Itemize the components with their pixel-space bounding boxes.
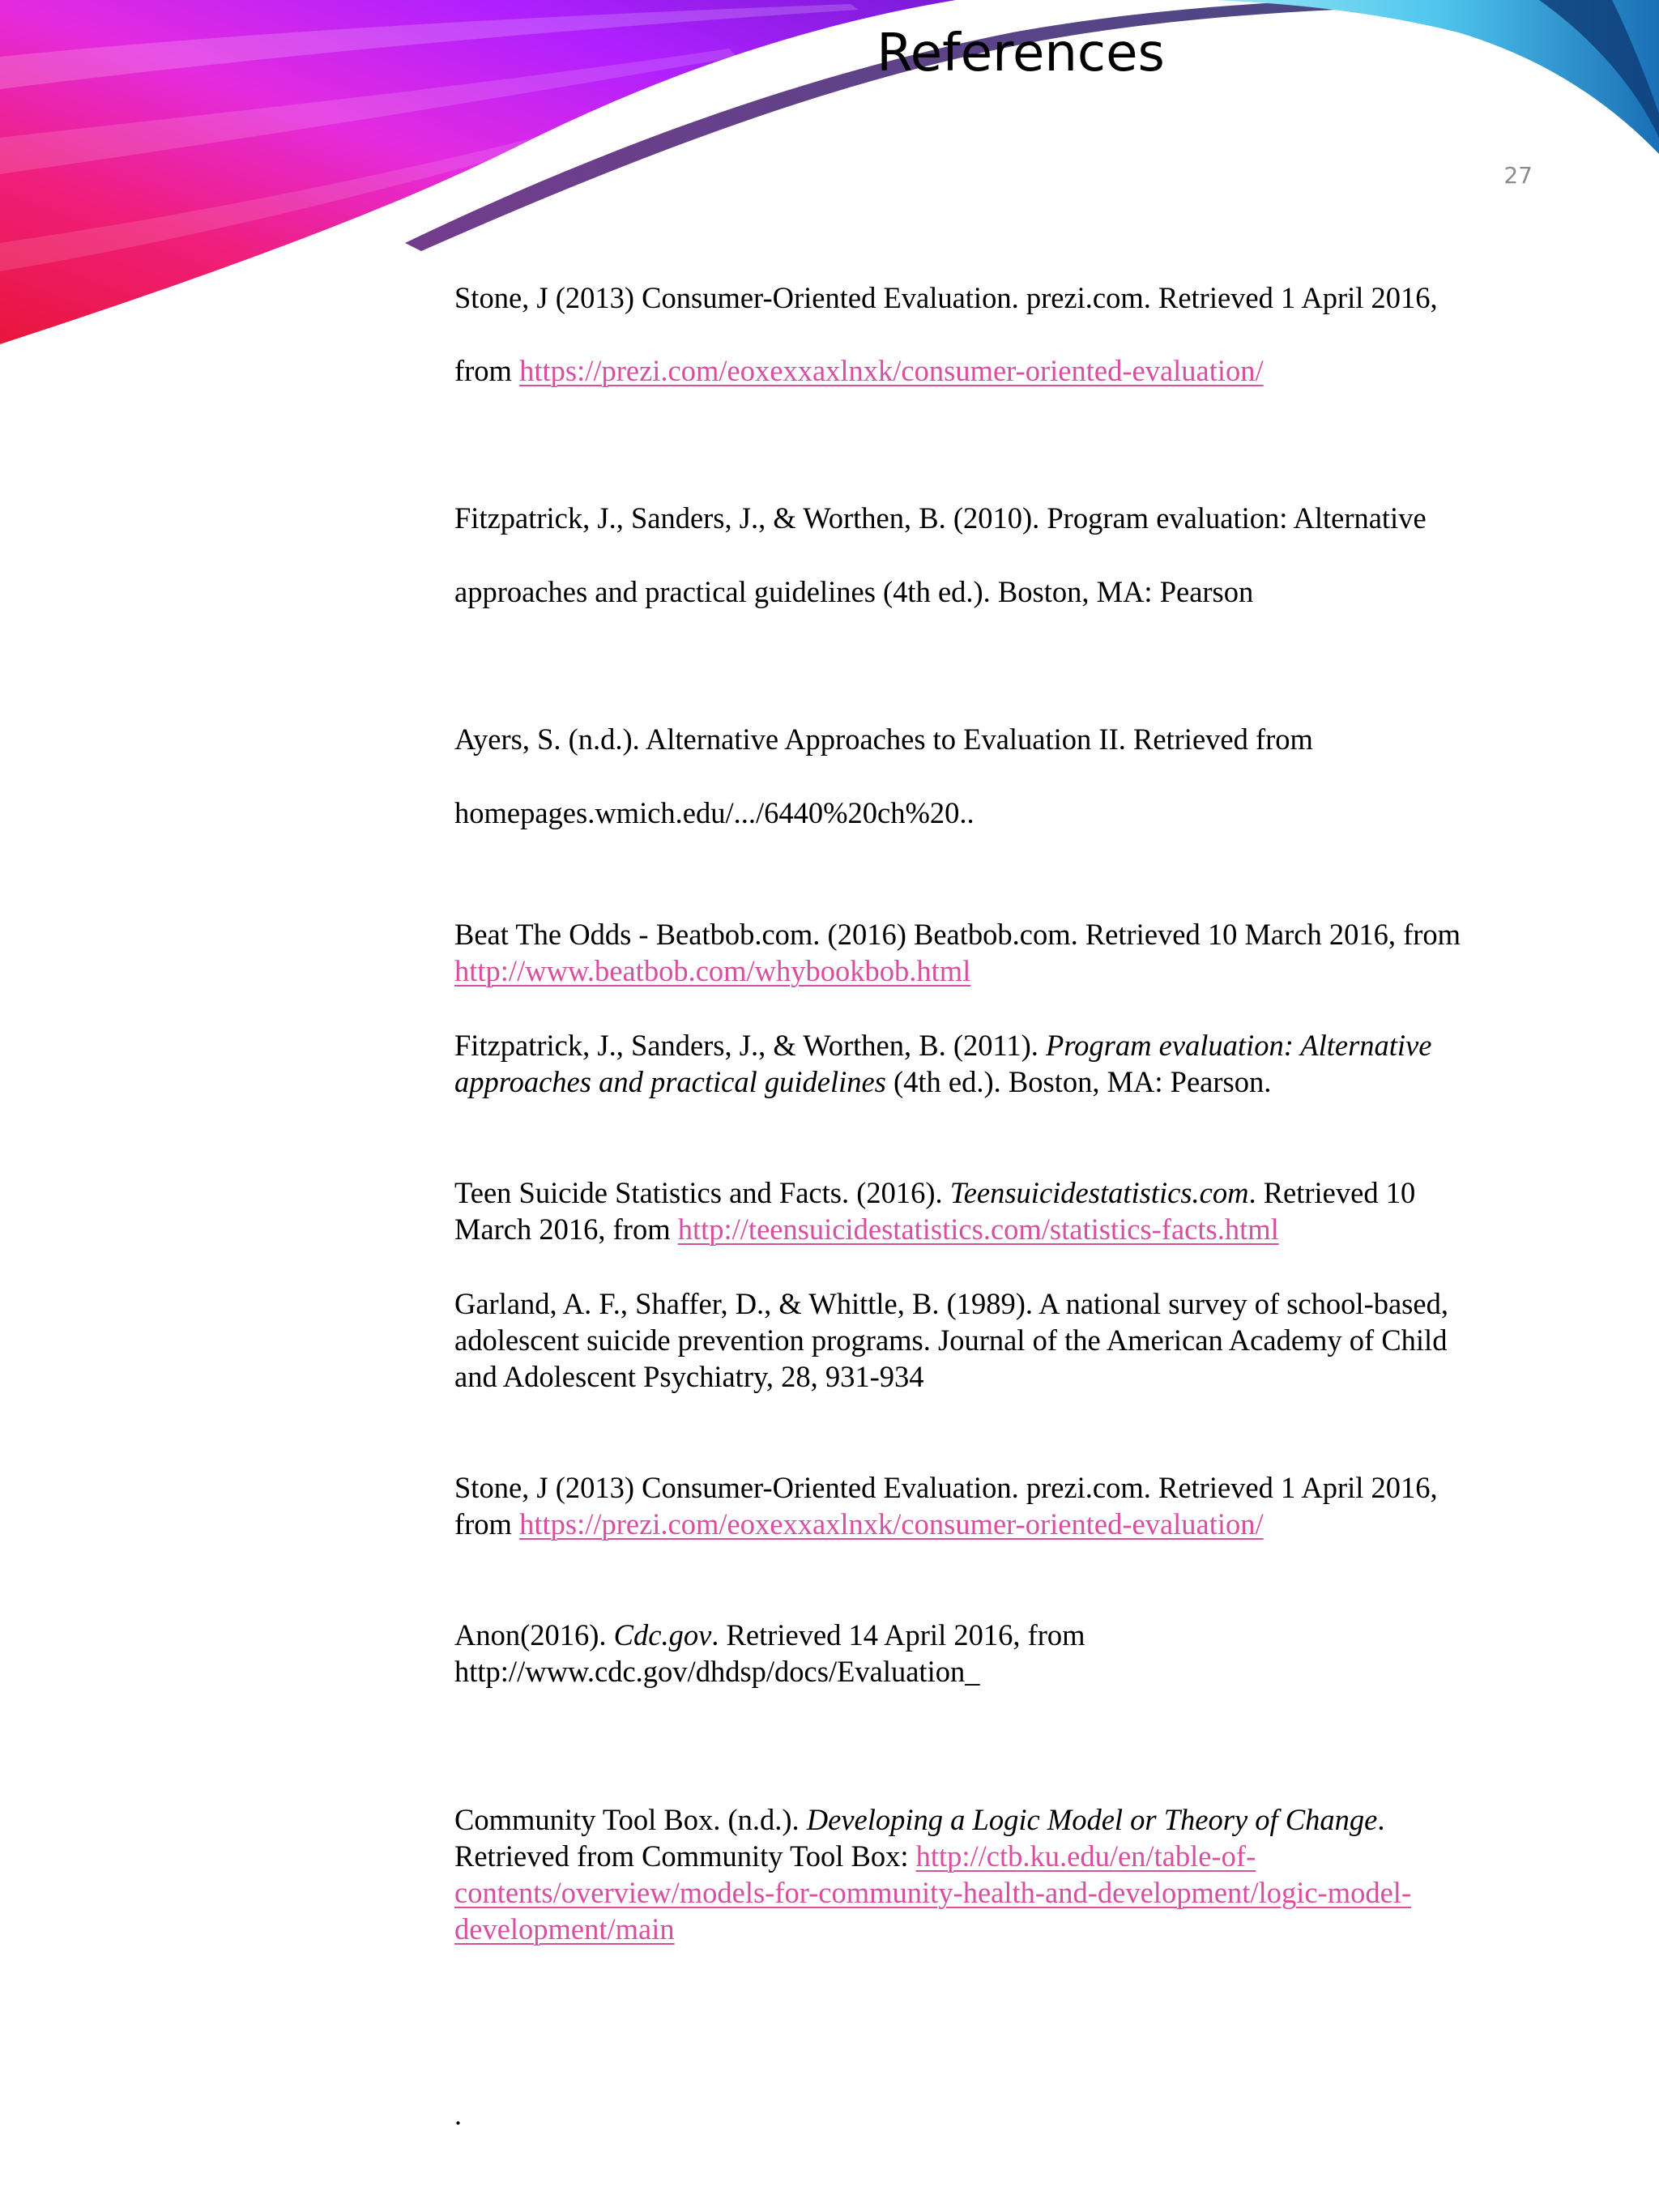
reference-1-link[interactable]: https://prezi.com/eoxexxaxlnxk/consumer-oriented-evaluation/ [519,354,1264,387]
reference-6-retrieved: . Retrieved 10 [1248,1176,1416,1209]
reference-4-line-2 [454,953,1589,989]
reference-6-line-2 [454,1211,1589,1247]
reference-6-title: Teen Suicide Statistics and Facts. (2016). [454,1176,950,1209]
reference-5-line-1 [454,1027,1589,1063]
reference-9-site: Cdc.gov [613,1618,712,1652]
reference-1-line-2 [454,352,1589,389]
reference-3-line-2: homepages.wmich.edu/.../6440%20ch%20.. [454,796,975,829]
reference-10-period: . [1377,1803,1385,1836]
reference-10-title: Developing a Logic Model or Theory of Change [806,1803,1378,1836]
reference-7-line-3: and Adolescent Psychiatry, 28, 931-934 [454,1360,924,1393]
reference-8-line-2 [454,1506,1589,1542]
reference-6-line-1 [454,1174,1589,1211]
reference-8-link[interactable]: https://prezi.com/eoxexxaxlnxk/consumer-oriented-evaluation/ [519,1507,1264,1541]
reference-2-line-1: Fitzpatrick, J., Sanders, J., & Worthen, B. (2010). Program evaluation: Alternative [454,501,1427,535]
reference-10-link-part-1[interactable]: http://ctb.ku.edu/en/table-of- [915,1839,1256,1873]
reference-10-retrieved: Retrieved from Community Tool Box: [454,1839,916,1873]
reference-5-title-part-2: approaches and practical guidelines [454,1065,886,1098]
reference-4-link[interactable]: http://www.beatbob.com/whybookbob.html [454,954,971,987]
trailing-period: . [454,2099,462,2131]
reference-4-line-1: Beat The Odds - Beatbob.com. (2016) Beatbob.com. Retrieved 10 March 2016, from [454,918,1461,951]
reference-9-line-1 [454,1617,1589,1653]
reference-10-line-1 [454,1801,1589,1838]
reference-5-publisher: (4th ed.). Boston, MA: Pearson. [885,1065,1272,1098]
reference-2-line-2: approaches and practical guidelines (4th ed.). Boston, MA: Pearson [454,575,1254,608]
reference-5-authors: Fitzpatrick, J., Sanders, J., & Worthen, B. (2011). [454,1029,1047,1062]
reference-10-link-part-2[interactable]: contents/overview/models-for-community-health-and-development/logic-model- [454,1876,1412,1909]
reference-6-date: March 2016, from [454,1213,678,1246]
reference-5-title-part-1: Program evaluation: Alternative [1046,1029,1432,1062]
reference-6-link[interactable]: http://teensuicidestatistics.com/statistics-facts.html [677,1213,1279,1246]
reference-9-line-2: http://www.cdc.gov/dhdsp/docs/Evaluation_ [454,1655,980,1688]
reference-10-line-3 [454,1874,1589,1911]
reference-10-author: Community Tool Box. (n.d.). [454,1803,807,1836]
reference-3-line-1: Ayers, S. (n.d.). Alternative Approaches to Evaluation II. Retrieved from [454,722,1313,756]
slide-title: References [876,23,1165,83]
reference-1-prefix: from [454,354,520,387]
reference-10-link-part-3[interactable]: development/main [454,1912,675,1946]
reference-10-line-4 [454,1911,1589,1947]
reference-8-prefix: from [454,1507,520,1541]
reference-5-line-2 [454,1063,1589,1100]
reference-7-line-2: adolescent suicide prevention programs. Journal of the American Academy of Child [454,1323,1448,1357]
reference-1-line-1: Stone, J (2013) Consumer-Oriented Evaluation. prezi.com. Retrieved 1 April 2016, [454,281,1438,314]
reference-6-site: Teensuicidestatistics.com [949,1176,1249,1209]
reference-9-author: Anon(2016). [454,1618,614,1652]
reference-7-line-1: Garland, A. F., Shaffer, D., & Whittle, B. (1989). A national survey of school-based, [454,1287,1448,1320]
reference-8-line-1: Stone, J (2013) Consumer-Oriented Evaluation. prezi.com. Retrieved 1 April 2016, [454,1471,1438,1504]
reference-9-retrieved: . Retrieved 14 April 2016, from [711,1618,1085,1652]
reference-10-line-2 [454,1838,1589,1874]
slide-number: 27 [1503,162,1533,189]
